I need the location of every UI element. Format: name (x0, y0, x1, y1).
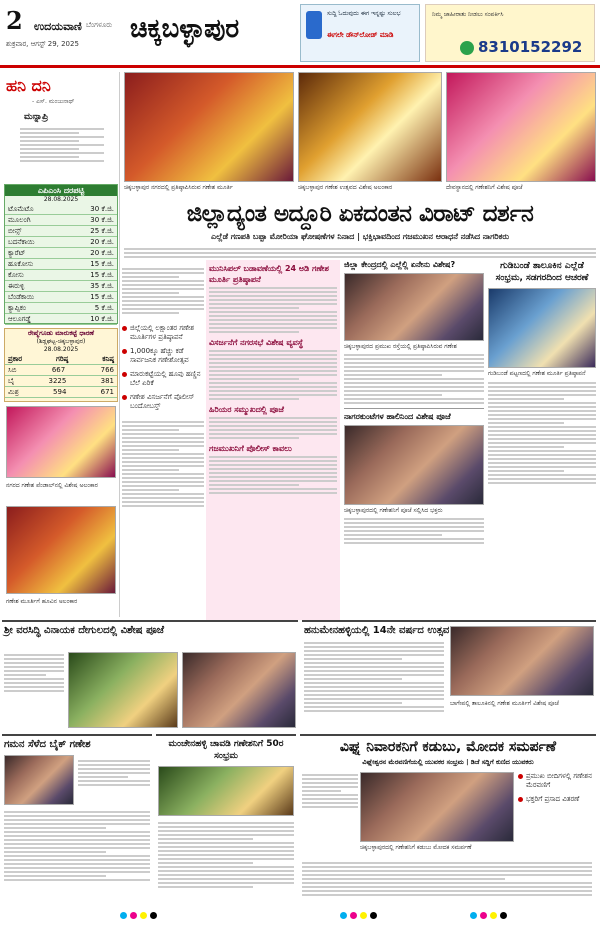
table-row (5, 259, 117, 270)
silk-cell-name: ಬೈ (8, 377, 15, 385)
silk-col-min: ಕನಿಷ್ಠ (102, 355, 114, 363)
market-item-name: ಕ್ಯಾರೆಟ್ (8, 249, 26, 257)
table-row (5, 387, 117, 398)
top-photo-3 (446, 72, 596, 182)
market-title: ಎಪಿಎಂಸಿ ದರಪಟ್ಟಿ (5, 185, 117, 196)
ad-line-1: ಸುದ್ದಿ ಓದುವುದು ಈಗ ಇನ್ನಷ್ಟು ಸುಲಭ (327, 10, 401, 17)
col3-heading-4: ಗಜಮುಖನಿಗೆ ಪೊಲೀಸ್ ಕಾವಲು (209, 444, 292, 453)
silk-rows (5, 365, 117, 398)
market-item-name: ಮೂಲಂಗಿ (8, 216, 31, 224)
mid-left-photo-2 (182, 652, 296, 728)
bottom-h2: ಮಂಚೇನಹಳ್ಳಿ ಚಾವಡಿ ಗಣೇಶನಿಗೆ 50ರ ಸಂಭ್ರಮ (168, 739, 284, 761)
table-row (5, 248, 117, 259)
market-item-price: 30 ಕೆ.ಜಿ. (90, 216, 114, 224)
silk-cell-min: 671 (100, 388, 114, 396)
sidebar-photo-caption: ನಗರದ ಗಣೇಶ ಪೆಂಡಾಲ್‌ನಲ್ಲಿ ವಿಶೇಷ ಅಲಂಕಾರ (6, 482, 98, 489)
market-item-name: ಈರುಳ್ಳಿ (8, 282, 25, 290)
col4-photo-1 (344, 273, 484, 341)
date-line: ಶುಕ್ರವಾರ, ಆಗಸ್ಟ್ 29, 2025 (6, 40, 79, 48)
col2-highlights (122, 324, 204, 411)
table-row (5, 292, 117, 303)
market-item-name: ಕೋಸು (8, 271, 24, 279)
masthead (0, 0, 600, 68)
silk-cell-min: 381 (100, 377, 114, 385)
highlight-item: ಪ್ರಮುಖ ಬೀದಿಗಳಲ್ಲಿ ಗಣೇಶನ ಮೆರವಣಿಗೆ (518, 772, 594, 790)
market-table (4, 184, 118, 324)
mid-left-heading: ಶ್ರೀ ವರಸಿದ್ಧಿ ವಿನಾಯಕ ದೇಗುಲದಲ್ಲಿ ವಿಶೇಷ ಪೂಜೆ (4, 625, 164, 636)
market-item-price: 25 ಕೆ.ಜಿ. (90, 227, 114, 235)
mid-right-caption: ಬಾಗೇಪಲ್ಲಿ ತಾಲೂಕಿನಲ್ಲಿ ಗಣೇಶ ಮೂರ್ತಿಗೆ ವಿಶೇಷ ಪೂಜೆ (450, 700, 559, 707)
col4-heading-2: ನಾಗರಕುಂಟೆಗಳ ಹಾಲಿನಿಂದ ವಿಶೇಷ ಪೂಜೆ (344, 408, 484, 422)
bottom-h3-sub: ವಿಘ್ನೇಶ್ವರನ ಮೆರವಣಿಗೆಯಲ್ಲಿ ಯುವಕರ ಸಂಭ್ರಮ | ಡಿಜೆ ಸದ್ದಿಗೆ ಕುಣಿದ ಯುವಕರು (362, 758, 534, 766)
phone-ad (425, 4, 595, 62)
highlight-item: ಗಣೇಶ ವಿಸರ್ಜನೆಗೆ ಪೊಲೀಸ್ ಬಂದೋಬಸ್ತ್ (122, 393, 204, 411)
market-rows (5, 204, 117, 325)
mid-right-story (302, 620, 596, 730)
table-row (5, 226, 117, 237)
bottom-story-2 (156, 734, 296, 920)
poem-title: ಮನ್ನಾಪ್ರಿ (24, 112, 49, 122)
sidebar-photo-2 (6, 506, 116, 594)
table-row (5, 237, 117, 248)
silk-cell-max: 594 (53, 388, 67, 396)
highlight-item: ಜಿಲ್ಲೆಯಲ್ಲಿ ಲಕ್ಷಾಂತರ ಗಣೇಶ ಮೂರ್ತಿಗಳ ಪ್ರತಿಷ್ಠಾಪನೆ (122, 324, 204, 342)
market-item-price: 15 ಕೆ.ಜಿ. (90, 260, 114, 268)
lead-text (124, 246, 596, 260)
app-ad (300, 4, 420, 62)
mid-right-heading: ಹನುಮೇನಹಳ್ಳಿಯಲ್ಲಿ 14ನೇ ವರ್ಷದ ಉತ್ಸವ (304, 625, 450, 636)
market-item-name: ಬೀನ್ಸ್ (8, 227, 22, 235)
table-row (5, 204, 117, 215)
ad-phone: 8310152292 (478, 38, 583, 56)
silk-header (5, 354, 117, 365)
registration-marks-2 (340, 912, 377, 924)
bottom-caption-3: ಚಿಕ್ಕಬಳ್ಳಾಪುರದಲ್ಲಿ ಗಣೇಶನಿಗೆ ಕಡುಬು ಮೋದಕ ಸಮರ್ಪಣೆ (360, 844, 472, 851)
col4-caption-1: ಚಿಕ್ಕಬಳ್ಳಾಪುರದ ಪ್ರಮುಖ ರಸ್ತೆಯಲ್ಲಿ ಪ್ರತಿಷ್ಠಾಪಿಸಿರುವ ಗಣೇಶ (344, 343, 457, 350)
silk-cell-name: ಸಿಬಿ (8, 366, 17, 374)
col3-heading-3: ಹಿರಿಯರ ಸಮ್ಮುಖದಲ್ಲಿ ಪೂಜೆ (209, 405, 284, 414)
silk-col-type: ಪ್ರಕಾರ (8, 355, 23, 363)
col4-photo-2 (344, 425, 484, 505)
top-photo-2 (298, 72, 442, 182)
market-item-price: 5 ಕೆ.ಜಿ. (94, 304, 114, 312)
market-item-price: 20 ಕೆ.ಜಿ. (90, 238, 114, 246)
highlight-item: ಮಾರುಕಟ್ಟೆಯಲ್ಲಿ ಹೂವು ಹಣ್ಣಿನ ಬೆಲೆ ಏರಿಕೆ (122, 370, 204, 388)
market-item-name: ಬೆಂಡೆಕಾಯಿ (8, 293, 35, 301)
silk-date: 28.08.2025 (43, 346, 79, 353)
market-item-name: ಕ್ಯಾಪ್ಸಿಕಂ (8, 304, 26, 312)
bottom-story-1 (2, 734, 152, 920)
col5-photo (488, 288, 596, 368)
market-item-name: ಹೂಕೋಸು (8, 260, 34, 268)
bottom-story-3 (300, 734, 596, 920)
main-headline: ಜಿಲ್ಲಾದ್ಯಂತ ಅದ್ದೂರಿ ಏಕದಂತನ ವಿರಾಟ್ ದರ್ಶನ (186, 201, 534, 227)
table-row (5, 270, 117, 281)
col2 (122, 260, 204, 620)
table-row (5, 281, 117, 292)
table-row (5, 365, 117, 376)
market-item-name: ಬದನೆಕಾಯಿ (8, 238, 35, 246)
bottom-h1: ಗಮನ ಸೆಳೆದ ಬೈಕ್ ಗಣೇಶ (4, 739, 91, 750)
market-item-price: 10 ಕೆ.ಜಿ. (90, 315, 114, 323)
ad-line-3: ನಿಮ್ಮ ಜಾಹೀರಾತು ನೀಡಲು ಸಂಪರ್ಕಿಸಿ (432, 11, 504, 18)
market-item-price: 15 ಕೆ.ಜಿ. (90, 293, 114, 301)
top-caption-3: ದೇವಸ್ಥಾನದಲ್ಲಿ ಗಣೇಶನಿಗೆ ವಿಶೇಷ ಪೂಜೆ (446, 184, 523, 191)
market-date: 28.08.2025 (43, 196, 79, 203)
table-row (5, 215, 117, 226)
col5 (488, 260, 596, 620)
city-tag: ಬೆಂಗಳೂರು (86, 21, 113, 29)
whatsapp-icon (460, 41, 474, 55)
mid-left-story (2, 620, 298, 730)
market-item-price: 30 ಕೆ.ಜಿ. (90, 205, 114, 213)
section-title: ಚಿಕ್ಕಬಳ್ಳಾಪುರ (130, 14, 240, 44)
highlight-item: ಭಕ್ತರಿಗೆ ಪ್ರಸಾದ ವಿತರಣೆ (518, 795, 594, 804)
table-row (5, 376, 117, 387)
col3-heading-1: ಮುನಿಸಿಪಲ್ ಬಡಾವಣೆಯಲ್ಲಿ 24 ಅಡಿ ಗಣೇಶ ಮೂರ್ತಿ ಪ್ರತಿಷ್ಠಾಪನೆ (209, 264, 329, 284)
market-item-price: 15 ಕೆ.ಜಿ. (90, 271, 114, 279)
market-item-name: ಟೊಮೆಟೊ (8, 205, 34, 213)
table-row (5, 314, 117, 325)
byline: - ಎಸ್. ಮಂಜುನಾಥ್ (32, 98, 75, 105)
silk-cell-max: 667 (51, 366, 66, 374)
silk-cell-name: ಮಿಶ್ರ (8, 388, 19, 396)
silk-col-max: ಗರಿಷ್ಠ (56, 355, 69, 363)
col5-heading: ಗುಡಿಬಂಡೆ ತಾಲೂಕಿನ ಎಲ್ಲೆಡೆ ಸಂಭ್ರಮ, ಸಡಗರದಿಂದ ಆಚರಣೆ (495, 261, 589, 283)
top-caption-1: ಚಿಕ್ಕಬಳ್ಳಾಪುರ ನಗರದಲ್ಲಿ ಪ್ರತಿಷ್ಠಾಪಿಸಿರುವ ಗಣೇಶ ಮೂರ್ತಿ (124, 184, 233, 191)
silk-cell-min: 766 (100, 366, 114, 374)
bottom-highlights (518, 772, 594, 809)
market-item-name: ಆಲೂಗಡ್ಡೆ (8, 315, 31, 323)
top-photo-1 (124, 72, 294, 182)
phone-icon (306, 11, 322, 39)
page-number: 2 (6, 6, 23, 35)
market-item-price: 35 ಕೆ.ಜಿ. (90, 282, 114, 290)
col4 (344, 260, 484, 620)
registration-marks-3 (470, 912, 507, 924)
poem-text (20, 126, 104, 164)
market-item-price: 20 ಕೆ.ಜಿ. (90, 249, 114, 257)
silk-title: ರೇಷ್ಮೆಗೂಡು ಮಾರುಕಟ್ಟೆ ಧಾರಣೆ (27, 329, 95, 337)
paper-name: ಉದಯವಾಣಿ (34, 20, 82, 33)
sidebar-photo-1 (6, 406, 116, 478)
bottom-photo-3 (360, 772, 514, 842)
mid-right-photo (450, 626, 594, 696)
table-row (5, 303, 117, 314)
col4-heading-1: ಜಿಲ್ಲಾ ಕೇಂದ್ರದಲ್ಲಿ ಎಲ್ಲೆಲ್ಲಿ ಏನೇನು ವಿಶೇಷ? (344, 260, 456, 269)
bottom-h3: ವಿಘ್ನ ನಿವಾರಕನಿಗೆ ಕಡುಬು, ಮೋದಕ ಸಮರ್ಪಣೆ (339, 739, 557, 755)
registration-marks-1 (120, 912, 157, 924)
silk-table (4, 328, 118, 402)
mid-left-photo-1 (68, 652, 178, 728)
top-caption-2: ಚಿಕ್ಕಬಳ್ಳಾಪುರ ಗಣೇಶ ಉತ್ಸವದ ವಿಶೇಷ ಅಲಂಕಾರ (298, 184, 393, 191)
main-subhead: ಎಲ್ಲೆಡೆ ಗಣಪತಿ ಬಪ್ಪಾ ಮೋರಿಯಾ ಘೋಷಣೆಗಳ ನಿನಾದ | ಭಕ್ತಿಭಾವದಿಂದ ಗಜಮುಖನ ಆರಾಧನೆ ನಡೆಸಿದ ನಾಗರಿಕರು (210, 232, 510, 241)
col5-caption: ಗುಡಿಬಂಡೆ ಪಟ್ಟಣದಲ್ಲಿ ಗಣೇಶ ಮೂರ್ತಿ ಪ್ರತಿಷ್ಠಾಪನೆ (488, 370, 586, 377)
col3 (206, 260, 340, 620)
silk-sub: (ಶಿಡ್ಲಘಟ್ಟ-ಚಿಕ್ಕಬಳ್ಳಾಪುರ) (36, 338, 86, 345)
bottom-photo-1 (4, 755, 74, 805)
bottom-photo-2 (158, 766, 294, 816)
sidebar-photo2-caption: ಗಣೇಶ ಮೂರ್ತಿಗೆ ಹೂವಿನ ಅಲಂಕಾರ (6, 598, 78, 605)
sidebar (2, 72, 120, 617)
col3-heading-2: ವಿಸರ್ಜನೆಗೆ ನಗರಸಭೆ ವಿಶೇಷ ವ್ಯವಸ್ಥೆ (209, 338, 304, 347)
silk-cell-max: 3225 (48, 377, 67, 385)
brand: ಹನಿ ದನಿ (6, 76, 51, 95)
ad-line-2: ಈಗಲೇ ಡೌನ್‌ಲೋಡ್ ಮಾಡಿ (327, 31, 394, 39)
col4-caption-2: ಚಿಕ್ಕಬಳ್ಳಾಪುರದಲ್ಲಿ ಗಣೇಶನಿಗೆ ಪೂಜೆ ಸಲ್ಲಿಸಿದ ಭಕ್ತರು (344, 507, 443, 514)
highlight-item: 1,000ಕ್ಕೂ ಹೆಚ್ಚು ಕಡೆ ಸಾರ್ವಜನಿಕ ಗಣೇಶೋತ್ಸವ (122, 347, 204, 365)
